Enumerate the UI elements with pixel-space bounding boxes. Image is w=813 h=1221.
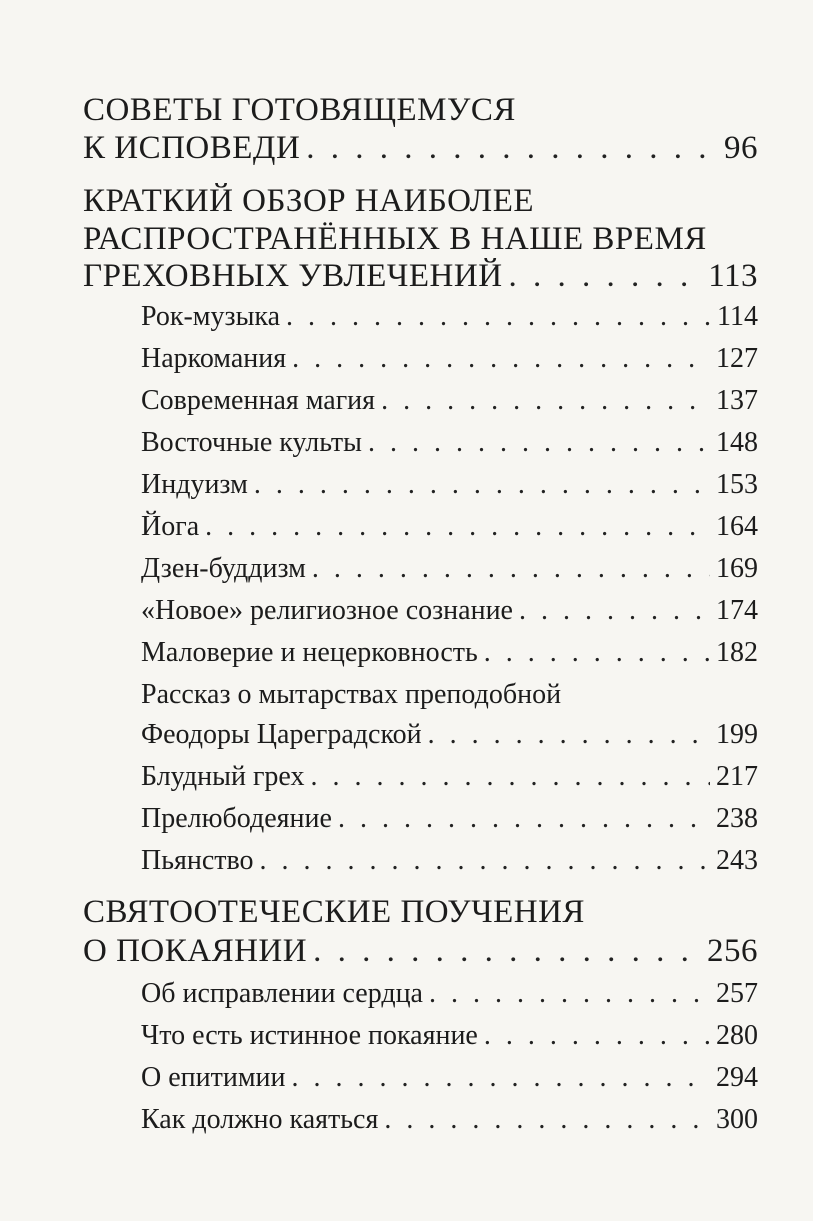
- page-number: 169: [716, 553, 758, 584]
- dot-leader: [368, 427, 710, 459]
- dot-leader: [260, 845, 710, 877]
- page-number: 243: [716, 845, 758, 876]
- dot-leader: [205, 511, 710, 543]
- dot-leader: [509, 258, 703, 295]
- dot-leader: [429, 978, 710, 1010]
- section-title-line: К ИСПОВЕДИ . . . 96: [83, 130, 758, 167]
- dot-leader: [292, 1062, 710, 1094]
- toc-item: О епитимии . . . 294: [141, 1062, 758, 1094]
- dot-leader: [384, 1104, 710, 1136]
- page-number: 113: [708, 258, 758, 294]
- toc-item: Восточные культы . . . 148: [141, 427, 758, 459]
- dot-leader: [311, 761, 711, 793]
- page-number: 153: [716, 469, 758, 500]
- section-title-line: ГРЕХОВНЫХ УВЛЕЧЕНИЙ . . . 113: [83, 258, 758, 295]
- dot-leader: [254, 469, 710, 501]
- dot-leader: [306, 130, 718, 167]
- page-number: 256: [707, 933, 758, 969]
- page-number: 127: [716, 343, 758, 374]
- page-number: 238: [716, 803, 758, 834]
- page-number: 300: [716, 1104, 758, 1135]
- dot-leader: [519, 595, 710, 627]
- toc-item: Что есть истинное покаяние . . . 280: [141, 1020, 758, 1052]
- dot-leader: [484, 637, 710, 669]
- toc-item: Маловерие и нецерковность . . . 182: [141, 637, 758, 669]
- toc-item: Пьянство . . . 243: [141, 845, 758, 877]
- toc-item: Феодоры Цареградской . . . 199: [141, 719, 758, 751]
- section-title-line: КРАТКИЙ ОБЗОР НАИБОЛЕЕ: [83, 183, 535, 219]
- page-number: 294: [716, 1062, 758, 1093]
- dot-leader: [484, 1020, 710, 1052]
- dot-leader: [313, 933, 701, 970]
- dot-leader: [381, 385, 710, 417]
- toc-item: Блудный грех . . . 217: [141, 761, 758, 793]
- page-number: 137: [716, 385, 758, 416]
- page-number: 182: [716, 637, 758, 668]
- page-number: 280: [716, 1020, 758, 1051]
- dot-leader: [292, 343, 710, 375]
- toc-item: Рок-музыка . . . 114: [141, 301, 758, 333]
- page-number: 114: [717, 301, 758, 332]
- page-number: 217: [716, 761, 758, 792]
- page-number: 96: [724, 130, 758, 166]
- toc-item: Йога . . . 164: [141, 511, 758, 543]
- toc-item: Дзен-буддизм . . . 169: [141, 553, 758, 585]
- dot-leader: [286, 301, 711, 333]
- page-number: 174: [716, 595, 758, 626]
- dot-leader: [338, 803, 710, 835]
- page-number: 199: [716, 719, 758, 750]
- dot-leader: [428, 719, 710, 751]
- section-title-line: О ПОКАЯНИИ . . . 256: [83, 933, 758, 970]
- toc-item: Наркомания . . . 127: [141, 343, 758, 375]
- dot-leader: [312, 553, 710, 585]
- toc-item-line: Рассказ о мытарствах преподобной: [141, 679, 562, 710]
- page-number: 148: [716, 427, 758, 458]
- toc-item: «Новое» религиозное сознание . . . 174: [141, 595, 758, 627]
- section-title-line: СВЯТООТЕЧЕСКИЕ ПОУЧЕНИЯ: [83, 894, 585, 930]
- section-title-line: СОВЕТЫ ГОТОВЯЩЕМУСЯ: [83, 92, 516, 128]
- page-number: 257: [716, 978, 758, 1009]
- toc-item: Как должно каяться . . . 300: [141, 1104, 758, 1136]
- section-title-line: РАСПРОСТРАНЁННЫХ В НАШЕ ВРЕМЯ: [83, 221, 707, 257]
- toc-item: Об исправлении сердца . . . 257: [141, 978, 758, 1010]
- toc-item: Индуизм . . . 153: [141, 469, 758, 501]
- page-number: 164: [716, 511, 758, 542]
- toc-item: Прелюбодеяние . . . 238: [141, 803, 758, 835]
- toc-item: Современная магия . . . 137: [141, 385, 758, 417]
